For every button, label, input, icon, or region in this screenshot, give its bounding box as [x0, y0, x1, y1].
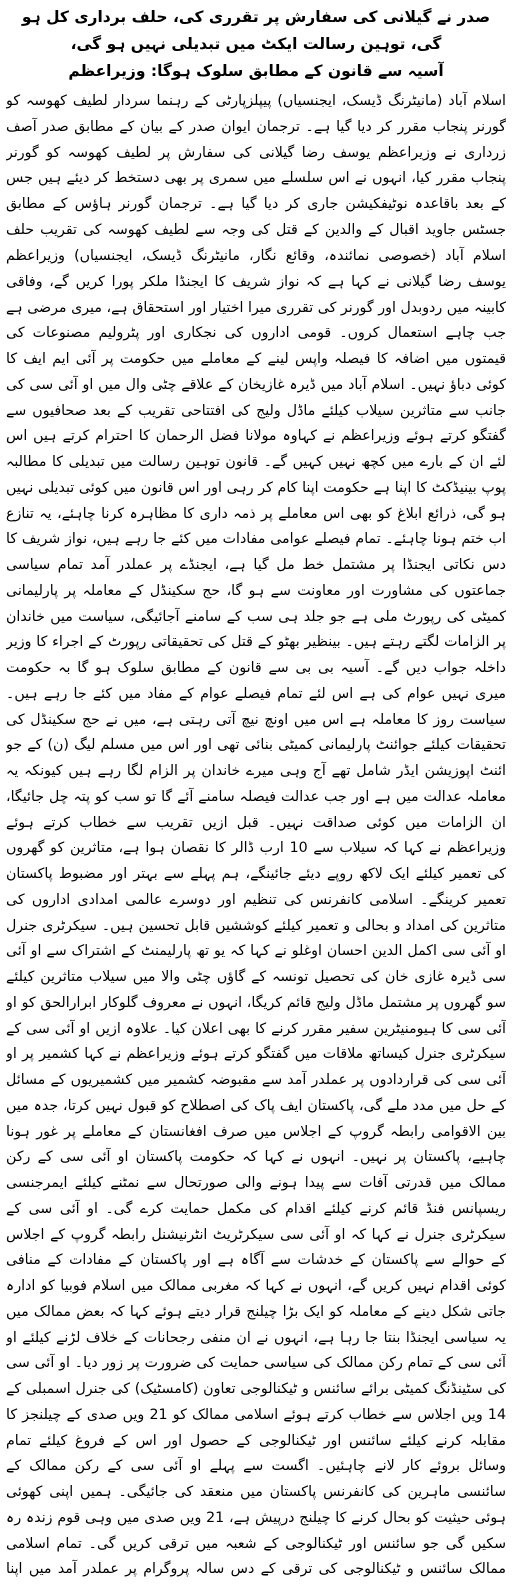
headline-line-2: آسیہ سے قانون کے مطابق سلوک ہوگا: وزیراعظم	[68, 62, 444, 80]
article-headline	[6, 4, 506, 85]
article-paragraph-2: اسلام آباد (خصوصی نمائندہ، وقائع نگار، مانیٹرنگ ڈیسک، ایجنسیاں) وزیراعظم یوسف رضا گیلانی نے کہا ہے کہ نواز شریف کا ایجنڈا ملکر پورا کریں گے، وفاقی کابینہ میں ردوبدل اور گورنر کی تقرری میرا اختیار اور استحقاق ہے، میری مرضی ہے جب چاہے استعمال کروں۔ قومی اداروں کی نجکاری اور پٹرولیم مصنوعات کی قیمتوں میں اضافہ کا فیصلہ واپس لینے کے معاملے میں حکومت پر آئی ایم ایف کا کوئی دباؤ نہیں۔ اسلام آباد میں ڈیرہ غازیخان کے علاقے چٹی وال میں او آئی سی کی جانب سے متاثرین سیلاب کیلئے ماڈل ولیج کی افتتاحی تقریب کے بعد صحافیوں سے گفتگو کرتے ہوئے وزیراعظم نے کہاوہ مولانا فضل الرحمان کا احترام کرتے ہیں اس لئے ان کے بارے میں کچھ نہیں کہیں گے۔ قانون توہین رسالت میں تبدیلی کا مطالبہ پوپ بینیڈکٹ کا اپنا ہے حکومت اپنا کام کر رہی اور اس قانون میں کوئی تبدیلی نہیں ہو گی، ذرائع ابلاغ کو بھی اس معاملے پر ذمہ داری کا مظاہرہ کرنا چاہئے، یہ تنازع اب ختم ہونا چاہئے۔ تمام فیصلے عوامی مفادات میں کئے جا رہے ہیں، نواز شریف کا دس نکاتی ایجنڈا پر مشتمل خط مل گیا ہے، ایجنڈے پر عملدر آمد تمام سیاسی جماعتوں کی مشاورت اور معاونت سے ہو گا، حج سکینڈل کے معاملہ پر پارلیمانی کمیٹی کی رپورٹ ملی ہے جو جلد ہی سب کے سامنے آجائیگی، سیاست میں خاندان پر الزامات لگتے رہتے ہیں۔ بینظیر بھٹو کے قتل کی تحقیقاتی رپورٹ کے اجراء کا وزیر داخلہ جواب دیں گے۔ آسیہ بی بی سے قانون کے مطابق سلوک ہو گا بہ حکومت میری نہیں عوام کی ہے اس لئے تمام فیصلے عوام کے مفاد میں کئے جا رہے ہیں۔ سیاست روز کا معاملہ ہے اس میں اونچ نیچ آتی رہتی ہے، میں نے حج سکینڈل کی تحقیقات کیلئے جوائنٹ پارلیمانی کمیٹی بنائی تھی اور اس میں مسلم لیگ (ن) کے جو ائنٹ اپوزیشن ایڈر شامل تھے آج وہی میرے خاندان پر الزام لگا رہے ہیں کیونکہ یہ معاملہ عدالت میں ہے اور جب عدالت فیصلہ سامنے آئے گا تو سب کو پتہ چل جائیگا، ان الزامات میں کوئی صداقت نہیں۔ قبل ازیں تقریب سے خطاب کرتے ہوئے وزیراعظم نے کہا کہ سیلاب سے 10 ارب ڈالر کا نقصان ہوا ہے، متاثرین کو گھروں کی تعمیر کیلئے ایک لاکھ روپے دیئے جائینگے، ہم پہلے سے بہتر اور مضبوط پاکستان تعمیر کرینگے۔ اسلامی کانفرنس کی تنظیم اور دوسرے عالمی امدادی اداروں کی متاثرین کی امداد و بحالی و تعمیر کیلئے کوششیں قابل تحسین ہیں۔ سیکرٹری جنرل او آئی سی اکمل الدین احسان اوغلو نے کہا کہ یو تھ پارلیمنٹ کے اشتراک سے او آئی سی ڈیرہ غازی خان کی تحصیل تونسہ کے گاؤں چٹی والا میں سیلاب متاثرین کیلئے سو گھروں پر مشتمل ماڈل ولیج قائم کریگا، انہوں نے معروف گلوکار ابرارالحق کو او آئی سی کا ہیومنیٹرین سفیر مقرر کرنے کا بھی اعلان کیا۔ علاوہ ازیں او آئی سی کے سیکرٹری جنرل کیساتھ ملاقات میں گفتگو کرتے ہوئے وزیراعظم نے کہا کشمیر پر او آئی سی کی قراردادوں پر عملدر آمد سے مقبوضہ کشمیر میں کشمیریوں کے مسائل کے حل میں مدد ملے گی، پاکستان ایف پاک کی اصطلاح کو قبول نہیں کرتا، جدہ میں بین الاقوامی رابطہ گروپ کے اجلاس میں صرف افغانستان کے معاملے پر غور ہونا چاہیے، پاکستان پر نہیں۔ انہوں نے کہا کہ حکومت پاکستان او آئی سی کے رکن ممالک میں قدرتی آفات سے پیدا ہونے والی صورتحال سے نمٹنے کیلئے ایمرجنسی ریسپانس فنڈ قائم کرنے کیلئے اقدام کی مکمل حمایت کرے گی۔ او آئی سی کے سیکرٹری جنرل نے کہا کہ او آئی سی سیکرٹریٹ انٹرنیشنل رابطہ گروپ کے اجلاس کے حوالے سے پاکستان کے خدشات سے آگاہ ہے اور پاکستان کے مفادات کے منافی کوئی اقدام نہیں کریں گے، انہوں نے کہا کہ مغربی ممالک میں اسلام فوبیا کو ادارہ جاتی شکل دینے کے معاملہ کو ایک بڑا چیلنج قرار دیتے ہوئے کہا کہ بعض ممالک میں یہ سیاسی ایجنڈا بنتا جا رہا ہے، انہوں نے ان منفی رجحانات کے خلاف لڑنے کیلئے او آئی سی کے تمام رکن ممالک کی سیاسی حمایت کی ضرورت پر زور دیا۔ او آئی سی کی سٹینڈنگ کمیٹی برائے سائنس و ٹیکنالوجی تعاون (کامسٹیک) کی جنرل اسمبلی کے 14 ویں اجلاس سے خطاب کرتے ہوئے اسلامی ممالک کو 21 ویں صدی کے چیلنجز کا مقابلہ کرنے کیلئے سائنس اور ٹیکنالوجی کے حصول اور اس کے فروغ کیلئے تمام وسائل بروئے کار لانے چاہئیں۔ اگست سے پہلے او آئی سی کے رکن ممالک کے سائنسی ماہرین کی کانفرنس پاکستان میں منعقد کی جائیگی۔ ہمیں اپنی کھوئی ہوئی حیثیت کو بحال کرنے کا چیلنج درپیش ہے، 21 ویں صدی میں وہی قوم زندہ رہ سکیں گی جو سائنس اور ٹیکنالوجی کے شعبہ میں ترقی کریں گی۔ تمام اسلامی ممالک سائنس و ٹیکنالوجی کی ترقی کے دس سالہ پروگرام پر عملدر آمد میں اپنا	[6, 248, 506, 1578]
headline-line-1: صدر نے گیلانی کی سفارش پر تقرری کی، حلف برداری کل ہو گی، توہین رسالت ایکٹ میں تبدیلی نہیں ہو گی،	[21, 8, 491, 53]
article-paragraph-1: اسلام آباد (مانیٹرنگ ڈیسک، ایجنسیاں) پیپلزپارٹی کے رہنما سردار لطیف کھوسہ کو گورنر پنجاب مقرر کر دیا گیا ہے۔ ترجمان ایوان صدر کے بیان کے مطابق صدر آصف زرداری نے وزیراعظم یوسف رضا گیلانی کی سفارش پر لطیف کھوسہ کو گورنر پنجاب مقرر کیا، انہوں نے اس سلسلے میں سمری پر بھی دستخط کر دیئے ہیں جس کے بعد باقاعدہ نوٹیفکیشن جاری کر دیا گیا ہے۔ ترجمان گورنر ہاؤس کے مطابق جسٹس جاوید اقبال کے والدین کے قتل کی وجہ سے لطیف کھوسہ کی تقریب حلف	[6, 93, 506, 238]
